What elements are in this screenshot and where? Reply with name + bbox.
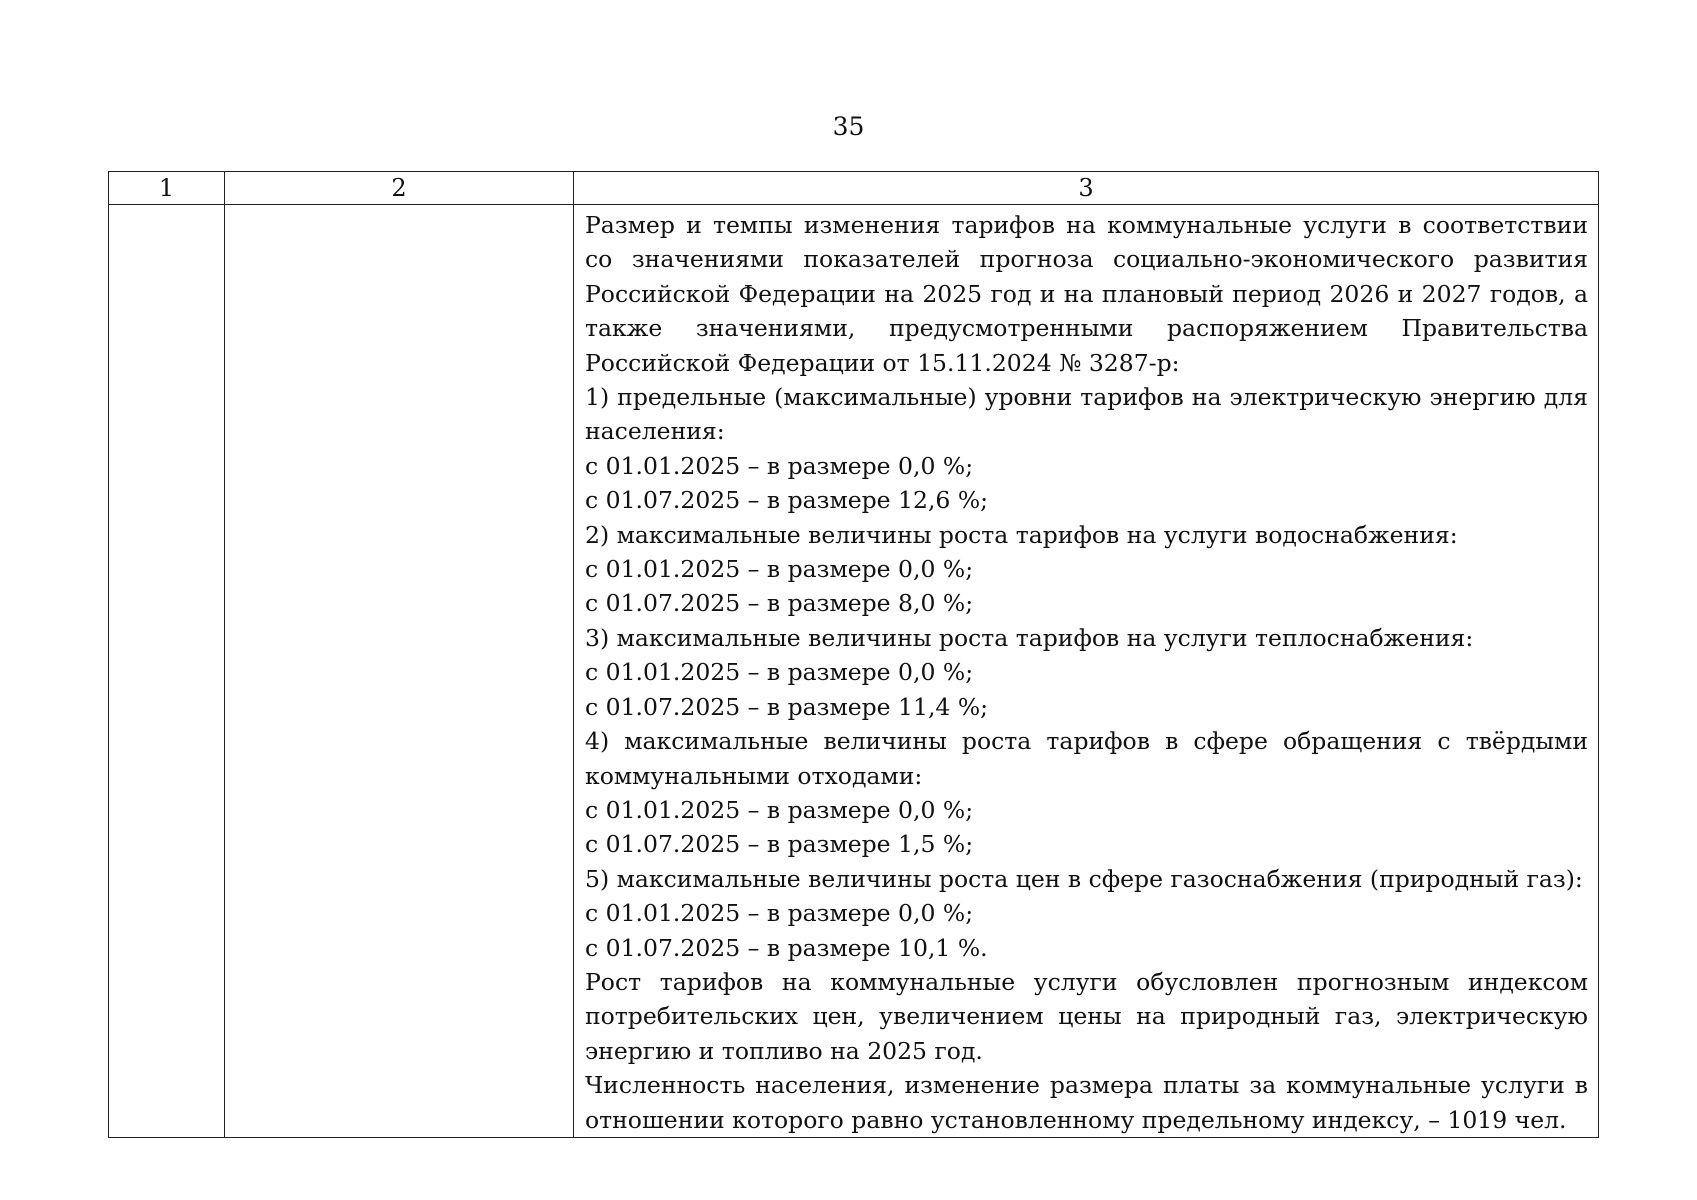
cell-column-2 xyxy=(225,205,574,1138)
paragraph-gas: 5) максимальные величины роста цен в сфере газоснабжения (природный газ): xyxy=(585,864,1583,893)
column-header-1: 1 xyxy=(109,172,225,205)
paragraph-population: Численность населения, изменение размера платы за коммунальные услуги в отношении которого равно установленному предельному индексу, – 1019 чел. xyxy=(585,1071,1588,1134)
paragraph-growth-reason: Рост тарифов на коммунальные услуги обусловлен прогнозным индексом потребительских цен, увеличением цены на природный газ, электрическую энергию и топливо на 2025 год. xyxy=(585,967,1588,1065)
rate-line: с 01.07.2025 – в размере 12,6 %; xyxy=(585,486,989,515)
column-header-3: 3 xyxy=(574,172,1599,205)
rate-line: с 01.07.2025 – в размере 8,0 %; xyxy=(585,589,974,618)
paragraph-water: 2) максимальные величины роста тарифов на услуги водоснабжения: xyxy=(585,520,1458,549)
table-row xyxy=(109,205,1599,1138)
document-table xyxy=(108,171,1599,1138)
cell-content xyxy=(574,205,1598,1137)
rate-line: с 01.07.2025 – в размере 10,1 %. xyxy=(585,933,988,962)
paragraph-electricity: 1) предельные (максимальные) уровни тарифов на электрическую энергию для населения: xyxy=(585,383,1588,446)
rate-line: с 01.01.2025 – в размере 0,0 %; xyxy=(585,658,974,687)
rate-line: с 01.01.2025 – в размере 0,0 %; xyxy=(585,899,974,928)
paragraph-heating: 3) максимальные величины роста тарифов на услуги теплоснабжения: xyxy=(585,623,1474,652)
rate-line: с 01.07.2025 – в размере 1,5 %; xyxy=(585,830,974,859)
rate-line: с 01.07.2025 – в размере 11,4 %; xyxy=(585,692,989,721)
rate-line: с 01.01.2025 – в размере 0,0 %; xyxy=(585,451,974,480)
rate-line: с 01.01.2025 – в размере 0,0 %; xyxy=(585,795,974,824)
rate-line: с 01.01.2025 – в размере 0,0 %; xyxy=(585,555,974,584)
cell-column-3 xyxy=(574,205,1599,1138)
table-header-row xyxy=(109,172,1599,205)
paragraph-waste: 4) максимальные величины роста тарифов в сфере обращения с твёрдыми коммунальными отходами: xyxy=(585,727,1588,790)
cell-column-1 xyxy=(109,205,225,1138)
paragraph-intro: Размер и темпы изменения тарифов на коммунальные услуги в соответствии со значениями показателей прогноза социально-экономического развития Российской Федерации на 2025 год и на плановый период 2026 и 2027 годов, а также значениями, предусмотренными распоряжением Правительства Российской Федерации от 15.11.2024 № 3287-р: xyxy=(585,211,1588,377)
column-header-2: 2 xyxy=(225,172,574,205)
page-number: 35 xyxy=(832,112,865,141)
